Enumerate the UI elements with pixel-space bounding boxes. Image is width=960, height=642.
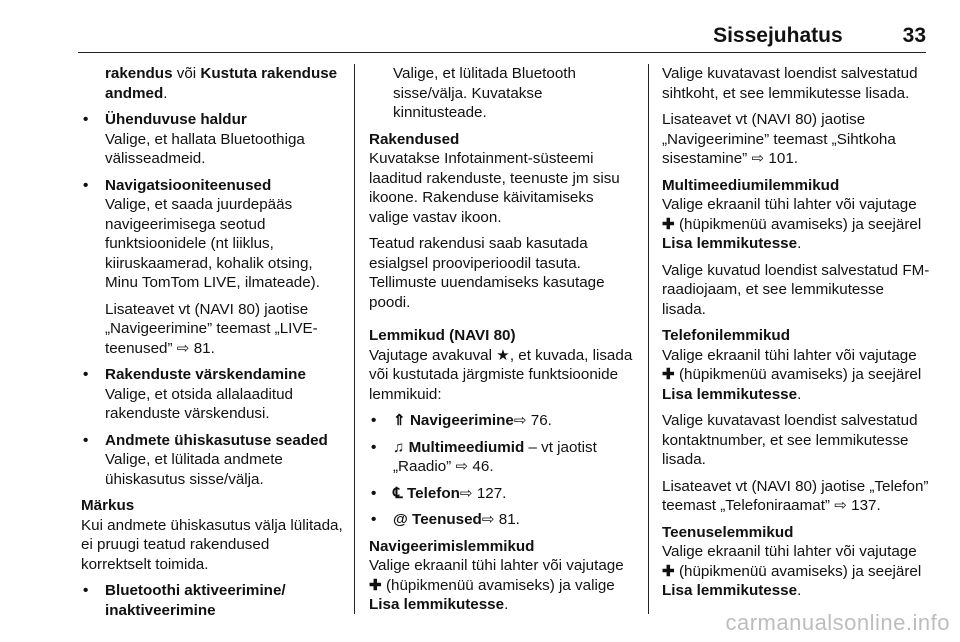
plus-icon: ✚: [662, 366, 675, 383]
bullet-data-sharing: • Andmete ühiskasutuse seaded: [81, 431, 343, 451]
phone-favourites-text-2: Valige kuvatavast loendist salvestatud kontaktnumber, et see lemmikutesse lisada.: [662, 412, 918, 468]
bullet-data-sharing-text: Valige, et lülitada andmete ühiskasutus sisse/välja.: [105, 451, 283, 488]
star-icon: ★: [496, 346, 510, 364]
ref-arrow-icon: ⇨: [513, 412, 527, 429]
continued-text: rakendus või Kustuta rakenduse andmed.: [105, 65, 338, 102]
ref-arrow-icon: ⇨: [176, 339, 190, 357]
note-text: Kui andmete ühiskasutus välja lülitada, ei pruugi teatud rakendused korrektselt toimida.: [81, 516, 343, 573]
bullet-app-updates: • Rakenduste värskendamine: [81, 365, 343, 385]
ref-arrow-icon: ⇨: [455, 458, 469, 475]
ref-arrow-icon: ⇨: [481, 511, 495, 528]
apps-title: Rakendused: [369, 130, 460, 148]
media-favourites-text-2: Valige kuvatud loendist salvestatud FM-raadiojaam, et see lemmikutesse lisada.: [662, 261, 930, 318]
page-number: 33: [902, 24, 926, 47]
favourites-title: Lemmikud (NAVI 80): [369, 327, 516, 344]
bullet-connectivity: • Ühenduvuse haldur: [81, 110, 343, 130]
column-divider: [648, 64, 649, 614]
phone-favourites-text: Valige ekraanil tühi lahter või vajutage ✚ (hüpikmenüü avamiseks) ja seejärel Lisa lemmikutesse.: [662, 346, 922, 403]
destination-text: Valige kuvatavast loendist salvestatud sihtkoht, et see lemmikutesse lisada.: [662, 65, 918, 102]
service-favourites-text: Valige ekraanil tühi lahter või vajutage ✚ (hüpikmenüü avamiseks) ja seejärel Lisa lemmikutesse.: [662, 543, 922, 599]
ref-arrow-icon: ⇨: [751, 150, 765, 167]
note-title: Märkus: [81, 497, 135, 514]
service-favourites-title: Teenuselemmikud: [662, 523, 794, 541]
column-divider: [354, 64, 355, 614]
nav-favourites-text: Valige ekraanil tühi lahter või vajutage ✚ (hüpikmenüü avamiseks) ja valige Lisa lemmikutesse.: [369, 557, 624, 613]
column-3: [662, 64, 932, 608]
phone-favourites-title: Telefonilemmikud: [662, 327, 790, 344]
plus-icon: ✚: [369, 576, 382, 594]
phone-icon: ℄: [393, 484, 403, 502]
music-icon: ♫: [393, 438, 405, 456]
bullet-app-updates-text: Valige, et otsida allalaaditud rakenduste värskendusi.: [105, 385, 294, 422]
fav-item-phone: • ℄ Telefon⇨ 127.: [369, 484, 637, 504]
media-favourites-text: Valige ekraanil tühi lahter või vajutage ✚ (hüpikmenüü avamiseks) ja seejärel Lisa lemmikutesse.: [662, 196, 922, 252]
nav-favourites-title: Navigeerimislemmikud: [369, 537, 535, 555]
media-favourites-title: Multimeediumilemmikud: [662, 176, 840, 194]
favourites-text: Vajutage avakuval ★, et kuvada, lisada või kustutada järgmiste funktsioonide lemmikuid:: [369, 346, 633, 403]
bullet-bluetooth: • Bluetoothi aktiveerimine/ inaktiveerimine: [81, 581, 343, 620]
phone-favourites-ref: Lisateavet vt (NAVI 80) jaotise „Telefon” teemast „Telefoniraamat” ⇨ 137.: [662, 477, 929, 514]
apps-text-2: Teatud rakendusi saab kasutada esialgsel prooviperioodil tasuta. Tellimuste uuendamiseks kasutage poodi.: [369, 235, 605, 311]
bullet-connectivity-text: Valige, et hallata Bluetoothiga välisseadmeid.: [105, 130, 305, 167]
plus-icon: ✚: [662, 215, 675, 233]
section-title: Sissejuhatus: [713, 24, 843, 47]
column-2: [369, 64, 637, 622]
page-header: [78, 24, 926, 54]
column-1: [81, 64, 343, 627]
fav-item-navigation: • ⇑ Navigeerimine⇨ 76.: [369, 411, 637, 431]
bullet-navigation-services: • Navigatsiooniteenused: [81, 176, 343, 196]
destination-ref: Lisateavet vt (NAVI 80) jaotise „Navigeerimine” teemast „Sihtkoha sisestamine” ⇨ 101.: [662, 111, 896, 167]
plus-icon: ✚: [662, 562, 675, 580]
ref-arrow-icon: ⇨: [459, 484, 473, 502]
ref-arrow-icon: ⇨: [834, 497, 847, 514]
bullet-navigation-services-ref: Lisateavet vt (NAVI 80) jaotise „Navigeerimine” teemast „LIVE-teenused” ⇨ 81.: [105, 300, 318, 357]
bluetooth-text: Valige, et lülitada Bluetooth sisse/välja. Kuvatakse kinnitusteade.: [393, 65, 576, 121]
navigation-icon: ⇑: [393, 412, 406, 429]
fav-item-multimedia: • ♫ Multimeediumid – vt jaotist „Raadio” ⇨ 46.: [369, 438, 637, 477]
at-icon: @: [393, 511, 408, 528]
fav-item-services: • @ Teenused⇨ 81.: [369, 510, 637, 530]
header-rule: [78, 52, 926, 53]
bullet-navigation-services-text: Valige, et saada juurdepääs navigeerimisega seotud funktsioonidele (nt liiklus, kiiruskaamerad, kohalik otsing, Minu TomTom LIVE, ilmateade).: [105, 196, 320, 291]
apps-text: Kuvatakse Infotainment-süsteemi laaditud rakenduste, teenuste jm sisu ikoone. Rakenduse käivitamiseks valige vastav ikoon.: [369, 150, 620, 226]
watermark: carmanualsonline.info: [725, 610, 950, 635]
